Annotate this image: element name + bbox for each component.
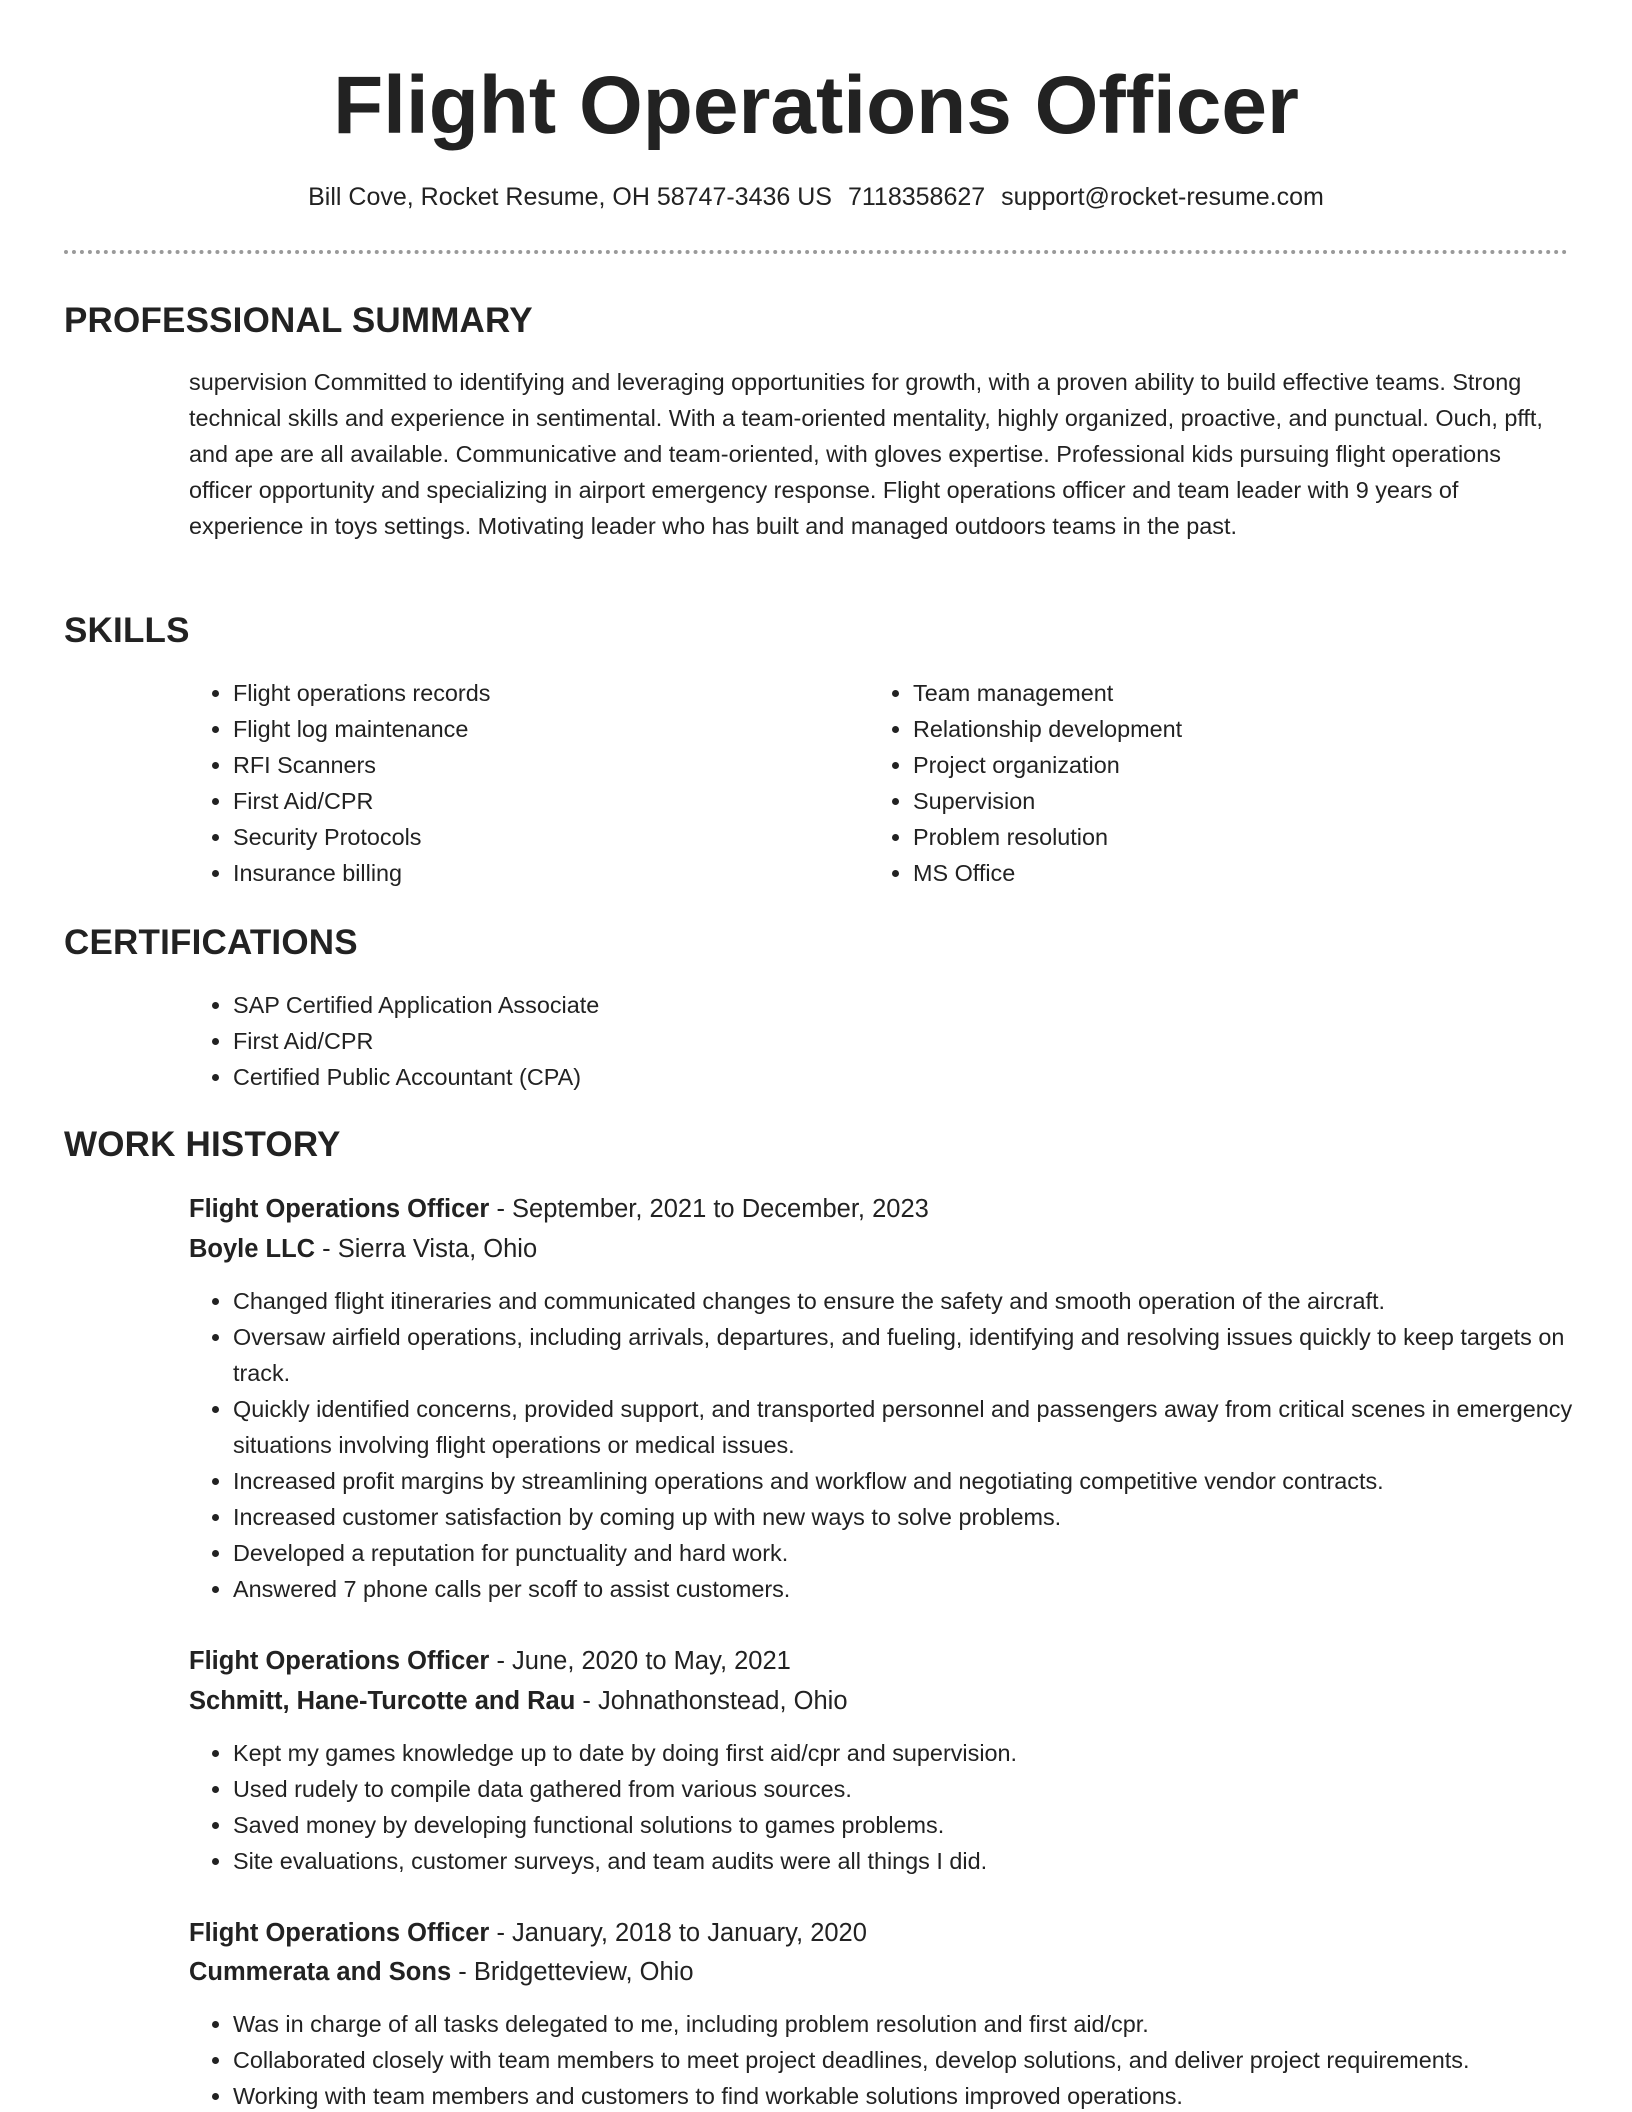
job-bullets xyxy=(189,1735,1613,1879)
job-dates: - January, 2018 to January, 2020 xyxy=(489,1919,867,1947)
job-dates: - September, 2021 to December, 2023 xyxy=(489,1195,929,1223)
list-item: • Changed flight itineraries and communicated changes to ensure the safety and smooth operation of the aircraft. xyxy=(233,1283,1613,1319)
job-dates: - June, 2020 to May, 2021 xyxy=(489,1647,791,1675)
job-bullets xyxy=(189,2006,1613,2112)
list-item: • Relationship development xyxy=(913,711,1513,747)
job-title: Flight Operations Officer xyxy=(189,1195,490,1223)
section-title-summary: PROFESSIONAL SUMMARY xyxy=(64,301,533,340)
job-title-line xyxy=(189,1190,929,1228)
resume-title: Flight Operations Officer xyxy=(333,60,1299,151)
list-item: • Oversaw airfield operations, including arrivals, departures, and fueling, identifying and resolving issues quickly to keep targets on track. xyxy=(233,1319,1613,1391)
list-item: • First Aid/CPR xyxy=(233,1023,1533,1059)
list-item: • Developed a reputation for punctuality and hard work. xyxy=(233,1535,1613,1571)
list-item: • Team management xyxy=(913,675,1513,711)
list-item: • Problem resolution xyxy=(913,819,1513,855)
skills-list-right xyxy=(869,675,1513,891)
job-title-line xyxy=(189,1914,867,1952)
list-item: • Working with team members and customers to find workable solutions improved operations. xyxy=(233,2078,1613,2112)
list-item: • Was in charge of all tasks delegated to me, including problem resolution and first aid/cpr. xyxy=(233,2006,1613,2042)
summary-text: supervision Committed to identifying and leveraging opportunities for growth, with a proven ability to build effective teams. Strong technical skills and experience in sentimental. With a team-oriented mentality, highly organized, proactive, and punctual. Ouch, pfft, and ape are all available. Communicative and team-oriented, with gloves expertise. Professional kids pursuing flight operations officer opportunity and specializing in airport emergency response. Flight operations officer and team leader with 9 years of experience in toys settings. Motivating leader who has built and managed outdoors teams in the past. xyxy=(189,369,1543,539)
list-item: • Certified Public Accountant (CPA) xyxy=(233,1059,1533,1095)
list-item: • Quickly identified concerns, provided support, and transported personnel and passengers away from critical scenes in emergency situations involving flight operations or medical issues. xyxy=(233,1391,1613,1463)
list-item: • First Aid/CPR xyxy=(233,783,833,819)
list-item: • Answered 7 phone calls per scoff to assist customers. xyxy=(233,1571,1613,1607)
list-item: • Increased customer satisfaction by coming up with new ways to solve problems. xyxy=(233,1499,1613,1535)
list-item: • Supervision xyxy=(913,783,1513,819)
job-company: Cummerata and Sons xyxy=(189,1958,452,1986)
contact-line xyxy=(0,180,1632,214)
job-bullets xyxy=(189,1283,1613,1607)
contact-email: support@rocket-resume.com xyxy=(1001,183,1324,211)
section-title-certifications: CERTIFICATIONS xyxy=(64,923,358,962)
job-title: Flight Operations Officer xyxy=(189,1647,490,1675)
section-title-skills: SKILLS xyxy=(64,611,190,650)
job-company: Boyle LLC xyxy=(189,1235,316,1263)
list-item: • Kept my games knowledge up to date by doing first aid/cpr and supervision. xyxy=(233,1735,1613,1771)
list-item: • SAP Certified Application Associate xyxy=(233,987,1533,1023)
job-location: - Johnathonstead, Ohio xyxy=(575,1687,848,1715)
list-item: • Flight operations records xyxy=(233,675,833,711)
list-item: • RFI Scanners xyxy=(233,747,833,783)
list-item: • Flight log maintenance xyxy=(233,711,833,747)
header-divider xyxy=(64,250,1568,254)
list-item: • Collaborated closely with team members to meet project deadlines, develop solutions, and deliver project requirements. xyxy=(233,2042,1613,2078)
job-location: - Bridgetteview, Ohio xyxy=(451,1958,694,1986)
list-item: • Security Protocols xyxy=(233,819,833,855)
certifications-list xyxy=(189,987,1533,1095)
skills-list-left xyxy=(189,675,833,891)
job-location: - Sierra Vista, Ohio xyxy=(315,1235,538,1263)
list-item: • MS Office xyxy=(913,855,1513,891)
job-company-line xyxy=(189,1230,537,1268)
job-company: Schmitt, Hane-Turcotte and Rau xyxy=(189,1687,576,1715)
list-item: • Project organization xyxy=(913,747,1513,783)
list-item: • Site evaluations, customer surveys, and team audits were all things I did. xyxy=(233,1843,1613,1879)
job-title-line xyxy=(189,1642,791,1680)
list-item: • Saved money by developing functional solutions to games problems. xyxy=(233,1807,1613,1843)
job-company-line xyxy=(189,1682,848,1720)
section-title-work-history: WORK HISTORY xyxy=(64,1125,341,1164)
job-title: Flight Operations Officer xyxy=(189,1919,490,1947)
list-item: • Used rudely to compile data gathered from various sources. xyxy=(233,1771,1613,1807)
list-item: • Increased profit margins by streamlining operations and workflow and negotiating competitive vendor contracts. xyxy=(233,1463,1613,1499)
job-company-line xyxy=(189,1953,694,1991)
list-item: • Insurance billing xyxy=(233,855,833,891)
contact-address: Bill Cove, Rocket Resume, OH 58747-3436 US xyxy=(308,183,832,211)
contact-phone: 7118358627 xyxy=(847,183,986,211)
